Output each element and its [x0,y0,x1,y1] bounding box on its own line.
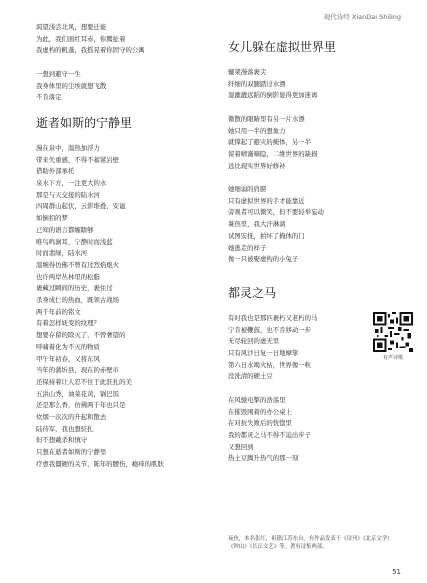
poem-line: 还保持着让人忍不住于此驻扎的美 [36,377,132,386]
poem-line: 就撑起了避灾的掩体，另一半 [228,138,312,147]
poem-line: 宁肯被鞭鼓，也不肯移动一步 [228,325,312,334]
poem-line: 她细弱的肩膀 [228,185,267,193]
poem-line: 五洪山秀，油菜花黄，锅巴饭 [36,389,120,398]
poem-line: 为此，我们面红耳赤，你腾扯着 [36,34,126,43]
poem-line: 那是与天交接的陆水河 [36,190,100,199]
poem-line: 我虚构的帆蓬，我摇晃着你固守的公寓 [36,46,145,55]
poem-title-left: 逝者如斯的宁静里 [36,115,133,130]
poem-line: 时而翡绿，陆水河 [36,249,88,258]
poem-line: 在对抗失败后的恍惚里 [228,419,292,428]
poem-line: 四周群山起伏，云影堆叠，安谧 [36,202,126,211]
poem-line: 漫在泉中，温热加浮力 [36,143,100,152]
poem-line: 一想到避守一生 [36,69,81,78]
left-top-stanza [36,22,214,104]
poem-line: 也许两岸丛林里的松脂 [36,272,100,281]
poem-line: 有着怎样妩变的纹理？ [36,319,100,328]
poem-line: 远比现实世界好修补 [228,161,286,170]
poem-line: 我身体里的尘埃就想飞散 [36,81,107,90]
poem-line: 如倒扣的梦 [36,214,68,223]
page-number: 51 [392,568,401,576]
poem-line: 又想回到 [228,442,254,451]
poem-line: 纤细的双腿踏过水漂 [228,79,286,88]
poem-line: 还是那么香，仿佛两千年也只是 [36,401,126,410]
poem-line: 呼啸着化为不灭的物质 [36,342,100,351]
poem-line: 炊烟一次次的升起和散去 [36,413,107,422]
qr-caption: 有声诗歌 [382,355,403,361]
poem-line: 泉水下方，一注更大的水 [36,179,107,188]
poem-line: 我的都灵之马不得不迫出步子 [228,430,312,439]
poem-line: 但不想戴杀和慎守 [36,436,88,445]
poem-line: 渴望浅尝北风，想要迁徙 [36,23,107,31]
poem-line: 杀身成仁的热血，既领古战场 [36,296,120,305]
poem-line: 像一只被娶虚构的小兔子 [228,255,299,264]
poem-line: 无尽轮回的虚无里 [228,337,280,346]
author-footnote: 夜鱼，本名张红，祖籍江苏东台。有作品发表于《诗刊》《北京文学》《钟山》《长江文艺》等。著有诗集两部。 [228,536,393,551]
poem-line: 湿漉漉远蹈的倒影显得更加迷离 [228,91,318,100]
poem-line: 她只用一半的想象力 [228,126,286,135]
poem-title-right-2: 都灵之马 [228,285,277,300]
poem-line: 在摧毁围着的办公桌上 [228,407,292,416]
stanza-break [228,102,408,114]
poem-line: 疗愈我僵硬的关节，陈年的腰伤，瘾痒的肌肤 [36,459,164,468]
poem-line: 暑热里，我大汗淋漓 [228,220,286,229]
left-poem-body [36,143,214,471]
poem-line: 旁观者可以微笑，但不要轻举妄动 [228,208,324,217]
poem-line: 热土豆腾升热气的那一刻 [228,454,299,463]
poem-line: 只有虚拟世界的手才能靠近 [228,196,305,205]
poem-line: 第六日水竭火枯，世界像一粒 [228,360,312,369]
poem-title-right-1: 女儿躲在虚拟世界里 [228,40,337,54]
poem-line: 陆待军，我也想驻扎 [36,424,94,433]
poem-line: 她逃走的样子 [228,243,267,252]
qr-block[interactable] [372,312,414,361]
poem-line: 两千年前的铭文 [36,307,81,316]
poem-line: 只有风沙日复一日地摩挲 [228,349,299,358]
poem-line: 没洗清的硬土豆 [228,372,273,381]
poem-line: 试图安抚，拍坏了掩体的门 [228,231,305,240]
poem-line: 微散的眼睛里有另一片水漂 [228,114,305,123]
page-header: 现代诗经 XianDai Shiling [323,13,401,21]
poem-line: 有时我也是那匹裹朽又老朽的马 [228,313,318,322]
poem-line: 温婉得仿佛不曾有过烈焰炮火 [36,260,120,269]
poem-line: 辘架漫落裹尖 [228,68,267,76]
right-column [228,22,408,465]
poem-line: 借助外部承托 [36,167,75,176]
stanza-break [228,383,408,395]
poem-line: 留着晴霭嘀隐，二维世界的缺损 [228,149,318,158]
stanza-break [228,172,408,184]
poem-line: 当年的蒲圻县，现在的赤壁市 [36,366,120,375]
poem-line: 唯鸟鸣涧耳，宁静时而浅蓝 [36,237,113,246]
poem-line: 不肯落定 [36,93,62,102]
poem-line: 已知的语言都缠瞎够 [36,225,94,234]
poem-line: 在风驰电掣的浩荡里 [228,395,286,404]
poem-line: 带来失重感，不得不蓄紧岩壁 [36,155,120,164]
right-poem1-body [228,67,408,266]
poem-line: 裹藏过瞬间的历史，裹住过 [36,284,113,293]
left-column [36,22,214,471]
poem-line: 甲午年初春，又将东风 [36,354,100,363]
stanza-break [36,57,214,69]
poem-line: 只想在逝者如斯的宁静里 [36,448,107,457]
qr-code-icon[interactable] [373,312,413,352]
poem-line: 想要存留的除灭了，不曾奢望的 [36,331,126,340]
